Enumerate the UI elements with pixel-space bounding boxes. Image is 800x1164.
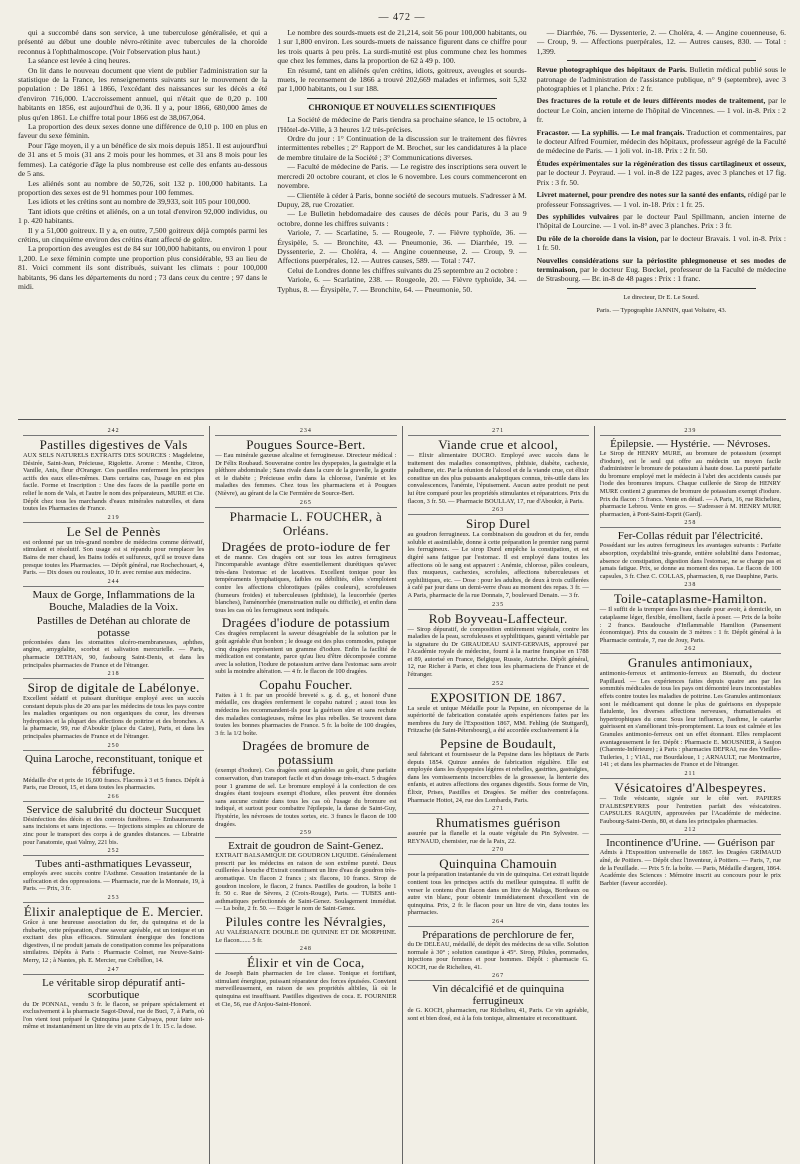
ad-number: 250 bbox=[23, 743, 204, 751]
advertisement bbox=[23, 515, 204, 577]
ad-number: 267 bbox=[408, 973, 589, 981]
book-notice bbox=[537, 212, 786, 231]
ad-body: du Dr DELEAU, médaillé, de dépôt des médecins de sa ville. Solution normale à 30° ; solution caustique à 45°. Sirop, Pilules, pommades, injections pour femmes et pour hommes. Dépôt : pharmacie G. KOCH, rue de Richelieu, 41. bbox=[407, 940, 589, 971]
ad-body: — Sirop dépuratif, de composition entièrement végétale, contre les maladies de la peau, scrofuleuses et syphilitiques, garanti véritable par la signature du Dr GIRAUDEAU SAINT-GERVAIS, approuvé par l'Académie royale de médecine, fourni à la marine française en 1788 et 89, autorisé en France, Belgique, Russie, Autriche. Dépôt général, 12, rue Richer à Paris, et chez tous les pharmaciens de France et de l'étranger. bbox=[407, 625, 589, 679]
advertisement bbox=[23, 743, 204, 792]
ad-title: Pepsine de Boudault, bbox=[440, 736, 557, 752]
article-paragraph: On lit dans le nouveau document que vient de publier l'administration sur la statistique de la France, les renseignements suivants sur le mouvement de la population : De 1861 à 1866, l'excédant des naissances sur les décès a été d'environ 716,000. L'accroissement annuel, qui n'était que de 0,20 p. 100 habitants en 1856, est aujourd'hui de 0,36. Il y a, pour 1866, 680,000 âmes de plus qu'en 1861. Le chiffre total pour 1866 est de 38,067,064. bbox=[18, 65, 268, 122]
article-paragraph: Variole, 6. — Scarlatine, 238. — Rougeole, 20. — Fièvre typhoïde, 34. — Typhus, 8. — Érysipèle, 7. — Bronchite, 64. — Pneumonie, 50. bbox=[277, 275, 527, 294]
ad-body: au goudron ferrugineux. La combinaison du goudron et du fer, rendu soluble et assimilable, donne à cette préparation le premier rang parmi les ferrugineux. — Le sirop Durel empêche la constipation, et est digéré sans fatigue par l'estomac. Il est employé dans toutes les affections où le sang est appauvri : Anémie, chlorose, pâles couleurs, flux muqueux, cachexies, scrofules, affections tuberculeuses et syphilitiques, etc. — Dose : pour les adultes, de deux à trois cuillerées à café par jour dans un demi-verre d'eau au moment des repas. 3 fr. — A Paris, pharmacie de la rue Donnais, 7, boulevard Denain. — 3 fr. bbox=[407, 531, 589, 599]
ads-column-3 bbox=[403, 426, 595, 1164]
article-section bbox=[18, 28, 786, 420]
ad-body: seul fabricant et fournisseur de la Pepsine dans les hôpitaux de Paris depuis 1854. Quinze années de fabrication régulière. Elle est employée dans les dyspepsies légères et rebelles, gastrites, gastralgies, dans les vomissements incoercibles de la grossesse, la lienterie des enfants, et autres affections des organes digestifs. Sous forme de Vin, Élixir, Prises, Pastilles et Dragées. Se méfier des contrefaçons. Pharmacie Hottot, 24, rue des Lombards, Paris. bbox=[407, 751, 589, 804]
ad-body: Désinfection des décès et des convois funèbres. — Embaumements sans incisions et sans injections. — Injections simples au chlorure de zinc pour le transport des corps à de grandes distances. — Librairie pour l'anatomie, quai Valmy, 221 bis. bbox=[23, 815, 205, 846]
ad-number: 239 bbox=[600, 428, 781, 436]
ad-title: Tubes anti-asthmatiques Levasseur, bbox=[35, 858, 192, 871]
ad-body: AUX SELS NATURELS EXTRAITS DES SOURCES : Magdeleine, Désirée, Saint-Jean, Précieuse, Rigolette. Arome : Menthe, Citron, Vanille, Anis, fleur d'Oranger. Ces pastilles renferment les principes actifs des eaux elles-mêmes. Dans certains cas, l'usage en est plus facile. Forme et Inscription : Une des faces de la pastille porte en relief le nom de Vals, et l'autre le nom des préparateurs, MURE et Cie. Dépôt chez tous les marchands d'eaux minérales naturelles, et dans toutes les Pharmacies de France. bbox=[23, 452, 205, 513]
editor-signature: Le directeur, Dr E. Le Sourd. bbox=[623, 293, 700, 301]
ad-title: Épilepsie. — Hystérie. — Névroses. bbox=[610, 438, 771, 450]
article-paragraph: La séance est levée à cinq heures. bbox=[28, 56, 131, 66]
book-notice-title: Des syphilides vulvaires bbox=[536, 211, 619, 221]
advertisements-section bbox=[18, 426, 786, 1164]
ad-number: 259 bbox=[215, 830, 396, 838]
ad-body: — Eau minérale gazeuse alcaline et ferrugineuse. Directeur médical : Dr Félix Roubaud. Souveraine contre les dyspepsies, la gastralgie et la pléthore abdominale ; Sans rivale dans la cure de la gravelle, la goutte et le diabète ; Précieuse enfin dans la chlorose, l'anémie et les maladies des femmes. Chez tous les pharmaciens et à Pougues (Nièvre), au gérant de la Cie Fermière de Source-Bert. bbox=[215, 452, 397, 497]
advertisement bbox=[600, 646, 781, 769]
article-paragraph: — Le Bulletin hebdomadaire des causes de décès pour Paris, du 3 au 9 octobre, donne les chiffres suivants : bbox=[277, 209, 527, 228]
book-notice-title: Livret maternel, pour prendre des notes sur la santé des enfants, bbox=[536, 190, 746, 200]
ad-number: 266 bbox=[23, 794, 204, 802]
ad-title: Pastilles digestives de Vals bbox=[39, 437, 188, 452]
ad-number: 248 bbox=[215, 946, 396, 954]
book-notice-title: Études expérimentales sur la régénération des tissus cartilagineux et osseux, bbox=[536, 158, 786, 168]
ad-number: 244 bbox=[23, 579, 204, 587]
article-paragraph: — Clientèle à céder à Paris, bonne société de secours mutuels. S'adresser à M. Dupuy, 28, rue Crozatier. bbox=[277, 190, 527, 209]
ad-body: et de manne. Ces dragées ont sur tous les autres ferrugineux l'incomparable avantage d'être essentiellement diurétiques qu'avec très-dans l'estomac et de laxatives. Excellent tonique pour les tempéraments lymphatiques, faibles ou débilités, elles s'emploient contre les affections chlorotiques (pâles couleurs), scrofuleuses (humeurs froides) et tuberculeuses (phthisie), la leucorrhée (pertes blanches), l'aménorrhée (menstruation nulle ou difficile), et enfin dans tous les cas où les ferrugineux sont indiqués. bbox=[215, 553, 397, 614]
article-column-1 bbox=[18, 28, 267, 419]
ad-body: antimonio-ferreux et antimonio-ferreux au Bismuth, du docteur Papillaud. — Les expériences faites depuis quatre ans par les sommités médicales de tous les pays ont démontré leurs incontestables effets contre toutes les maladies de poitrine. Les Granules antimoniaux sont le médicament qui donne le plus de guérisons en dyspepsie flatulente, les diverses affections nerveuses, rhumatismales et hypertrophiques du cœur. Sous leur influence, l'asthme, le catarrhe guérissent en s'améliorant très-promptement. La toux est calmée et les Granules antimonio-ferreux ont un effet étonnant. Elles remplacent avantageusement le fer. Dépôt : Pharmacie E. MOUSNIER, à Saujon (Charente-Inférieure) ; à Paris : pharmacies DEFRAI, rue des Vieilles-Tuileries, 1 ; VIAL, rue Bourdaloue, 1 ; ARNAULT, rue Montmartre, 141 ; et dans les pharmacies de France et de l'étranger. bbox=[599, 670, 781, 769]
ad-body: préconisées dans les stomatites ulcéro-membraneuses, aphthes, angine, amygdalite, scorbut et salivation mercurielle. — Paris, pharmacie DETHAN, 90, faubourg Saint-Denis, et dans les principales pharmacies de France et de l'étranger. bbox=[23, 638, 205, 669]
advertisement bbox=[215, 540, 396, 615]
advertisement bbox=[23, 671, 204, 741]
ad-body: Médaille d'or et prix de 16,600 francs. Flacons à 3 et 5 francs. Dépôt à Paris, rue Drouot, 15, et dans toutes les pharmacies. bbox=[23, 776, 205, 792]
ad-body: — Toile vésicante, signée sur le côté vert. PAPIERS D'ALBESPEYRES pour l'entretien parfait des vésicatoires. CAPSULES RAQUIN, approuvées par l'Académie de médecine. Faubourg-Saint-Denis, 80, et dans les principales pharmacies. bbox=[599, 795, 781, 825]
book-notice-text: par le docteur Paul Spillmann, ancien interne de l'hôpital de Lourcine. — 1 vol. in-8° avec 3 planches. Prix : 3 fr. bbox=[536, 211, 786, 231]
article-paragraph: La proportion des deux sexes donne une différence de 0,10 p. 100 en plus en faveur du sexe féminin. bbox=[18, 122, 268, 141]
ads-column-2 bbox=[210, 426, 402, 1164]
book-notice-title: Fracastor. — La syphilis. — Le mal français. bbox=[536, 127, 685, 137]
ad-title: Préparations de perchlorure de fer, bbox=[422, 928, 575, 941]
ad-number: 238 bbox=[600, 582, 781, 590]
divider bbox=[567, 288, 756, 289]
ad-title: Sirop Durel bbox=[465, 516, 531, 532]
ad-title: Dragées de bromure de potassium bbox=[242, 738, 370, 768]
advertisement bbox=[600, 827, 781, 887]
ad-body: de Joseph Bain pharmacien de 1re classe. Tonique et fortifiant, stimulant énergique, puissant réparateur des forces épuisées. Convient merveilleusement, en raison de ses propriétés alibiles, là où le quinquina est insuffisant. Pastilles digestives de coca. E. FOURNIER et Cie, 56, rue d'Anjou-Saint-Honoré. bbox=[215, 970, 397, 1008]
book-notice bbox=[537, 128, 786, 156]
advertisement bbox=[23, 579, 204, 613]
ad-number: 262 bbox=[600, 646, 781, 654]
ad-body: Admis à l'Exposition universelle de 1867. les Dragées GRIMAUD aîné, de Poitiers. — Dépôt chez l'inventeur, à Poitiers. — Paris, 7, rue de la Feuillade. — Prix 5 fr. la boîte. — Paris, Médaille d'argent, 1864. Académie des Sciences : Mémoire inscrit au concours pour le prix Barbier (faveur accordée). bbox=[599, 849, 781, 887]
advertisement bbox=[23, 895, 204, 965]
ad-title: Vin décalcifié et de quinquina ferrugineux bbox=[432, 983, 565, 1008]
ads-column-4 bbox=[595, 426, 786, 1164]
ad-number: 252 bbox=[23, 848, 204, 856]
ad-title: Pougues Source-Bert. bbox=[246, 437, 366, 452]
advertisement bbox=[408, 919, 589, 971]
ad-body: AU VALÉRIANATE DOUBLE DE QUININE ET DE MORPHINE. Le flacon....... 5 fr. bbox=[215, 928, 397, 944]
article-paragraph: Celui de Londres donne les chiffres suivants du 25 septembre au 2 octobre : bbox=[287, 265, 518, 275]
advertisement bbox=[408, 507, 589, 599]
ad-number: 235 bbox=[408, 602, 589, 610]
divider bbox=[567, 60, 756, 61]
book-notice-title: Nouvelles considérations sur la périostite phlegmoneuse et ses modes de terminaison, bbox=[536, 255, 786, 274]
advertisement bbox=[215, 678, 396, 738]
book-notice-title: Revue photographique des hôpitaux de Paris. bbox=[536, 65, 687, 75]
book-notice bbox=[537, 96, 786, 124]
book-notice-text: par le docteur Bravais. 1 vol. in-8. Prix : 1 fr. 50. bbox=[536, 233, 786, 253]
ad-number: 263 bbox=[408, 507, 589, 515]
ad-body: Ces dragées remplacent la saveur désagréable de la solution par le goût agréable d'un bonbon ; le dosage est des plus commodes, puisque cinq dragées représentent un gramme d'iodure. Enfin la facilité de médication est constante, parce qu'au lieu d'être décomposée comme avec la solution, l'iodure de potassium arrive dans l'estomac sans avoir subi la moindre altération. — 4 fr. le flacon de 100 dragées. bbox=[215, 630, 397, 676]
ad-body: Excellent sédatif et puissant diurétique employé avec un succès constant depuis plus de 20 ans par les médecins de tous les pays contre les maladies organiques ou non organiques du cœur, les diverses hydropisies et la plupart des affections de poitrine et des bronches. A la pharmacie, 99, rue d'Aboukir (place du Caire), Paris, et dans les principales pharmacies de France et de l'étranger. bbox=[23, 695, 205, 741]
article-paragraph: La proportion des aveugles est de 84 sur 100,000 habitants, ou environ 1 pour 1,200. Le sexe féminin compte une proportion plus considérable, 93 au lieu de 81. Voici comment ils sont distribués, suivant les climats : pour 100,000 habitants, 96 dans les départements du nord ; 73 dans ceux du centre ; 97 dans le midi. bbox=[18, 244, 268, 291]
ad-body: pour la préparation instantanée du vin de quinquina. Cet extrait liquide contient tous les principes actifs du meilleur quinquina. Il suffit de verser le contenu d'un flacon dans un litre de Malaga, Bordeaux ou autre vin blanc, pour obtenir immédiatement d'excellent vin de quinquina. Prix, 2 fr. le flacon pour un litre de vin, dans toutes les pharmacies. bbox=[407, 871, 589, 917]
ad-title: Toile-cataplasme-Hamilton. bbox=[613, 591, 767, 607]
printer-imprint: Paris. — Typographie JANNIN, quai Voltaire, 43. bbox=[596, 307, 727, 315]
ad-title: Service de salubrité du docteur Sucquet bbox=[26, 803, 201, 816]
ad-body: EXTRAIT BALSAMIQUE DE GOUDRON LIQUIDE. Généralement prescrit par les médecins en raison de son extrême pureté. Deux cuillerées à bouche d'Extrait constituent un litre d'eau de goudron très-aromatique. Un flacon 2 francs ; six flacons, 10 francs. Sirop de goudron incolore, le flacon, 2 francs. Pastilles de goudron, la boîte 1 fr. 50 c. Rue de Sèvres, 2 (Croix-Rouge), Paris. — TUBES anti-asthmatiques perfectionnés de Saint-Genez. Soulagement immédiat. — La boîte, 2 fr. 50. — Exiger le nom de Saint-Genez. bbox=[215, 852, 397, 913]
page-number: — 472 — bbox=[378, 12, 426, 23]
divider bbox=[307, 98, 496, 99]
advertisement bbox=[23, 794, 204, 846]
advertisement bbox=[215, 946, 396, 1008]
advertisement bbox=[408, 847, 589, 917]
ad-title: Quina Laroche, reconstituant, tonique et fébrifuge. bbox=[25, 752, 203, 777]
book-notice-text: par le docteur Le Coin, ancien interne de l'hôpital de Vincennes. — 1 vol. in-8. Prix : 2 fr. bbox=[536, 96, 786, 125]
ad-number: 218 bbox=[23, 671, 204, 679]
book-notice bbox=[537, 159, 786, 187]
ad-body: Le Sirop de HENRY MURE, au bromure de potassium (exempt d'iodure), est le seul qui offre au médecin un moyen facile d'administrer le bromure de potassium à haute dose. La pureté parfaite du bromure employé met le médecin à l'abri des accidents causés par l'iode des bromures impurs. Chaque cuillerée de Sirop de HENRY MURE contient 2 grammes de bromure de potassium exempt d'iodure. Prix du flacon : 5 francs. Vente en détail. — A Paris, 16, rue Richelieu, pharmacie Lebrou. Vente en gros. — S'adresser à M. HENRY MURE pharmacien, à Pont-Saint-Esprit (Gard). bbox=[599, 450, 781, 518]
article-paragraph: — Diarrhée, 76. — Dyssenterie, 2. — Choléra, 4. — Angine couenneuse, 6. — Croup, 9. — Affections puerpérales, 12. — Autres causes, 830. — Total : 1,399. bbox=[536, 28, 786, 56]
advertisement bbox=[408, 973, 589, 1022]
advertisement bbox=[408, 428, 589, 505]
ad-title: Pastilles de Detéhan au chlorate de potasse bbox=[36, 614, 191, 639]
ad-body: Faites à 1 fr. par un procédé breveté s. g. d. g., et honoré d'une médaille, ces dragées renferment le copahu naturel ; aussi tous les médecins les recommandent-ils pour la guérison sûre et sans rechute des maladies contagieuses, même les plus rebelles. Se trouvent dans toutes les bonnes pharmacies de France. 5 fr. la boîte de 100 dragées, 3 fr. la 1/2 boîte. bbox=[215, 691, 397, 737]
advertisement bbox=[600, 771, 781, 825]
ad-title: Maux de Gorge, Inflammations de la Bouche, Maladies de la Voix. bbox=[32, 588, 195, 613]
ad-title: Vésicatoires d'Albespeyres. bbox=[614, 780, 767, 795]
book-notice bbox=[537, 190, 786, 209]
ad-number: 271 bbox=[408, 806, 589, 814]
ad-title: Pilules contre les Névralgies, bbox=[225, 913, 387, 929]
ad-title: EXPOSITION DE 1867. bbox=[430, 689, 566, 705]
ad-title: Le Sel de Pennès bbox=[66, 523, 161, 539]
ad-number: 271 bbox=[408, 428, 589, 436]
article-paragraph: — Faculté de médecine de Paris. — Le registre des inscriptions sera ouvert le mercredi 20 octobre courant, et clos le 6 novembre. Les cours commenceront en novembre. bbox=[277, 162, 527, 191]
book-notice bbox=[537, 256, 786, 284]
advertisement bbox=[23, 848, 204, 893]
ad-title: Granules antimoniaux, bbox=[628, 655, 753, 671]
book-notice-text: Bulletin médical publié sous le patronage de l'administration de l'assistance publique, n° 9 (septembre), avec 3 photographies et 1 planche. Prix : 2 fr. bbox=[536, 65, 786, 94]
advertisement bbox=[408, 806, 589, 845]
article-paragraph: La Société de médecine de Paris tiendra sa prochaine séance, le 15 octobre, à l'Hôtel-de-Ville, à 3 heures 1/2 très-précises. bbox=[277, 115, 527, 134]
ad-body: (exempt d'iodure). Ces dragées sont agréables au goût, d'une parfaite conservation, d'un transport facile et d'un dosage très-exact. 5 dragées pour 1 gramme de sel. Le bromure employé à la confection de ces dragées étant toujours exempt d'iodure, elles peuvent être données sans aucune crainte dans tous les cas où l'usage du bromure est indiqué, et surtout pour combattre l'épilepsie, la danse de Saint-Guy, l'hystérie, les névroses de toutes sortes, etc. 3 francs le flacon de 100 dragées. bbox=[215, 767, 397, 828]
advertisement bbox=[23, 615, 204, 669]
article-paragraph: Tant idiots que crétins et aliénés, on a un total d'environ 92,000 individus, ou 1 p. 420 habitants. bbox=[18, 206, 268, 226]
ad-title: Rhumatismes guérison bbox=[435, 815, 561, 831]
ad-title: Élixir et vin de Coca, bbox=[247, 955, 365, 971]
ad-title: Élixir analeptique de E. Mercier. bbox=[23, 904, 204, 919]
book-notice-title: Du rôle de la choroïde dans la vision, bbox=[536, 233, 659, 243]
ad-number: 247 bbox=[23, 967, 204, 975]
ad-body: est ordonné par un très-grand nombre de médecins comme dérivatif, stimulant et résolutif. Son usage est si répandu pour remplacer les Bains de mer chaud, les Bains iodés et sulfureux, qu'il se trouve dans presque toutes les Pharmacies. — Dépôt général, rue Rochechouart, 4, Paris. — Dix doses ou rouleaux, 10 fr. avec remise aux médecins. bbox=[23, 538, 205, 577]
ad-title: Pharmacie L. FOUCHER, à Orléans. bbox=[229, 508, 383, 538]
ad-title: Fer-Collas réduit par l'électricité. bbox=[617, 530, 764, 543]
ad-body: — Elixir alimentaire DUCRO. Employé avec succès dans le traitement des maladies consomptives, phthisie, diabète, cachexie, paludisme, etc. Par la réunion de l'alcool et de la viande crue, cet élixir constitue un des plus puissants analeptiques connus, très-utile dans les convalescences, l'anémie, l'épuisement. Aucun autre produit ne peut lui être comparé pour les propriétés stimulantes et réparatrices. Prix du flacon, 3 fr. 50. — Pharmacie BOULLAY, 17, rue d'Aboukir, à Paris. bbox=[407, 452, 589, 505]
advertisement bbox=[600, 582, 781, 644]
ad-body: de G. KOCH, pharmacien, rue Richelieu, 41, Paris. Ce vin agréable, sont et bien dosé, est à la fois tonique, alimentaire et reconstituant. bbox=[407, 1007, 589, 1022]
advertisement bbox=[408, 602, 589, 679]
ad-title: Sirop de digitale de Labélonye. bbox=[27, 680, 200, 696]
article-column-3 bbox=[537, 28, 786, 419]
book-notice-text: par le docteur J. Peyraud. — 1 vol. in-8 de 122 pages, avec 3 planches et 17 fig. Prix : 3 fr. 50. bbox=[536, 168, 786, 187]
ad-number: 270 bbox=[408, 847, 589, 855]
book-notice-title: Des fractures de la rotule et de leurs différents modes de traitement, bbox=[536, 96, 766, 106]
chronicle-title: CHRONIQUE ET NOUVELLES SCIENTIFIQUES bbox=[308, 102, 496, 112]
ad-number: 265 bbox=[215, 500, 396, 508]
advertisement bbox=[23, 967, 204, 1031]
ad-body: employés avec succès contre l'Asthme. Cessation instantanée de la suffocation et des oppressions. — Pharmacie, rue de la Monnaie, 19, à Paris. — Prix, 3 fr. bbox=[23, 870, 205, 893]
advertisement bbox=[600, 520, 781, 580]
ad-body: — Il suffit de la tremper dans l'eau chaude pour avoir, à domicile, un cataplasme léger, flexible, émollient, facile à poser. — Prix de la boîte : 2 francs. Baudouche d'Inflammable Hamilton (Pansement économique). Prix du coussin de 3 mètres : 1 fr. Dépôt général à la Pharmacie centrale, 7, rue de Jouy, Paris. bbox=[599, 606, 781, 644]
advertisement bbox=[23, 428, 204, 513]
advertisement bbox=[408, 681, 589, 735]
article-paragraph: En résumé, tant en aliénés qu'en crétins, idiots, goitreux, aveugles et sourds-muets, le recensement de 1866 a trouvé 202,669 malades et infirmes, soit 5,32 par 1,000 habitants, ou 1 sur 188. bbox=[277, 65, 527, 94]
ad-body: Grâce à une heureuse association du fer, du quinquina et de la rhubarbe, cette préparation, d'une saveur agréable, est un tonique et un excitant des plus efficaces. Stimulant énergique des fonctions digestives, il ne produit jamais de constipation comme les préparations similaires. Dépôts à Paris : Pharmacie Colmet, rue Neuve-Saint-Merry, 12 ; à Nantes, ph. E. Mercier, rue Crébillon, 14. bbox=[23, 919, 205, 964]
article-paragraph: Il y a 51,000 goitreux. Il y a, en outre, 7,500 goitreux déjà comptés parmi les crétins, un cinquième environ des crétins étant affecté de goître. bbox=[18, 225, 268, 244]
book-notice-text: Traduction et commentaires, par le docteur Alfred Fournier, médecin des hôpitaux, professeur agrégé de la Faculté de médecine de Paris. — 1 joli vol. in-18. Prix : 2 fr. 50. bbox=[536, 127, 786, 156]
ad-title: Dragées de proto-iodure de fer bbox=[221, 538, 391, 554]
ad-title: Viande crue et alcool, bbox=[438, 437, 559, 452]
advertisement bbox=[215, 739, 396, 828]
ad-number: 211 bbox=[600, 771, 781, 779]
ads-column-1 bbox=[18, 426, 210, 1164]
ad-number: 253 bbox=[23, 895, 204, 903]
ad-number: 234 bbox=[215, 428, 396, 436]
article-paragraph: Le nombre des sourds-muets est de 21,214, soit 56 pour 100,000 habitants, ou 1 sur 1,800 environ. Les sourds-muets de naissance figurent dans ce chiffre pour les trois quarts à peu près. La surdi-mutité est plus commune chez les hommes que chez les femmes, dans la proportion de 62 à 49 p. 100. bbox=[277, 28, 527, 66]
ad-title: Quinquina Chamouin bbox=[439, 856, 557, 872]
article-column-2 bbox=[277, 28, 526, 419]
advertisement bbox=[215, 616, 396, 676]
ad-number: 252 bbox=[408, 681, 589, 689]
article-paragraph: Les aliénés sont au nombre de 50,726, soit 132 p. 100,000 habitants. La proportion des sexes est de 91 hommes pour 100 femmes. bbox=[18, 178, 268, 197]
ad-body: La seule et unique Médaille pour la Pepsine, en récompense de la supériorité de fabrication constatée après expériences faites par les membres du Jury de l'Exposition 1867, MM. Fehling (de Stuttgard), Fritzsche (de Saint-Pétersbourg), a été accordée exclusivement à la bbox=[407, 704, 589, 735]
advertisement bbox=[408, 737, 589, 804]
ad-number: 264 bbox=[408, 919, 589, 927]
article-paragraph: Les idiots et les crétins sont au nombre de 39,933, soit 105 pour 100,000. bbox=[28, 197, 251, 207]
book-notice-text: rédigé par le professeur Fonssagrives. — 1 vol. in-18. Prix : 1 fr. 25. bbox=[536, 190, 786, 209]
ad-title: Rob Boyveau-Laffecteur. bbox=[428, 610, 568, 626]
advertisement bbox=[215, 830, 396, 913]
ad-number: 219 bbox=[23, 515, 204, 523]
advertisement bbox=[600, 428, 781, 518]
ad-title: Dragées d'iodure de potassium bbox=[221, 615, 390, 631]
ad-body: Possédant sur les autres ferrugineux les avantages suivants : Parfaite absorption, oxydabilité très-grande, entière solubilité dans l'estomac, absence de constipation, digestion dans l'estomac, ne se charge pas et jamais fatigue. Prix, se donne au moment des repas. Le flacon de 100 capsules, 3 fr. Chez C. COLLAS, pharmacien, 8, rue Dauphine, Paris. bbox=[599, 542, 781, 580]
ad-title: Extrait de goudron de Saint-Genez. bbox=[228, 840, 384, 853]
article-paragraph: Pour l'âge moyen, il y a un bénéfice de six mois depuis 1851. Il est aujourd'hui de 31 ans et 5 mois (31 ans 2 mois pour les hommes, et 31 ans 8 mois pour les femmes). La catégorie d'âge la plus nombreuse est celle des enfants au-dessous de 5 ans. bbox=[18, 140, 268, 179]
advertisement bbox=[215, 428, 396, 498]
ad-number: 212 bbox=[600, 827, 781, 835]
article-paragraph: qui a succombé dans son service, à une tuberculose généralisée, et qui a présenté au début une double névro-rétinite avec tubercules de la choroïde reconnus à l'ophthalmoscope. (Voir l'observation plus haut.) bbox=[18, 28, 268, 56]
article-paragraph: Ordre du jour : 1° Continuation de la discussion sur le traitement des fièvres intermittentes rebelles ; 2° Rapport de M. Brochet, sur les candidatures à la place de membre titulaire de la Société ; 3° Communications diverses. bbox=[277, 134, 527, 162]
advertisement bbox=[215, 915, 396, 944]
book-notice bbox=[537, 234, 786, 253]
ad-title: Le véritable sirop dépuratif anti-scorbutique bbox=[42, 976, 186, 1001]
ad-number: 242 bbox=[23, 428, 204, 436]
ad-title: Incontinence d'Urine. — Guérison par bbox=[606, 837, 775, 850]
advertisement bbox=[215, 500, 396, 538]
book-notice-text: par le docteur Eug. Bœckel, professeur de la Faculté de médecine de Strasbourg. — Br. in-8 de 48 pages : Prix : 1 franc. bbox=[536, 264, 786, 284]
ad-body: assurée par la flanelle et la ouate végétale du Pin Sylvestre. — REYNAUD, chemisier, rue de la Paix, 22. bbox=[407, 830, 589, 845]
book-notice bbox=[537, 65, 786, 93]
ad-body: du Dr PONNAL, vendu 3 fr. le flacon, se prépare spécialement et exclusivement à la pharmacie Sagot-Duval, rue de Buci, 7, à Paris, où l'on vient tout préparé le Quinquina jaune Calysaya, pour faire soi-même et instantanément un litre de vin au prix de 1 fr. 15 c. la dose. bbox=[23, 1000, 205, 1031]
ad-number: 258 bbox=[600, 520, 781, 528]
article-paragraph: Variole, 7. — Scarlatine, 5. — Rougeole, 7. — Fièvre typhoïde, 36. — Érysipèle, 5. — Bronchite, 43. — Pneumonie, 36. — Diarrhée, 19. — Dyssenterie, 2. — Choléra, 4. — Angine couenneuse, 2. — Croup, 9. — Affections puerpérales, 12. — Autres causes, 589. — Total : 747. bbox=[277, 228, 527, 266]
ad-title: Copahu Foucher. bbox=[259, 676, 353, 692]
